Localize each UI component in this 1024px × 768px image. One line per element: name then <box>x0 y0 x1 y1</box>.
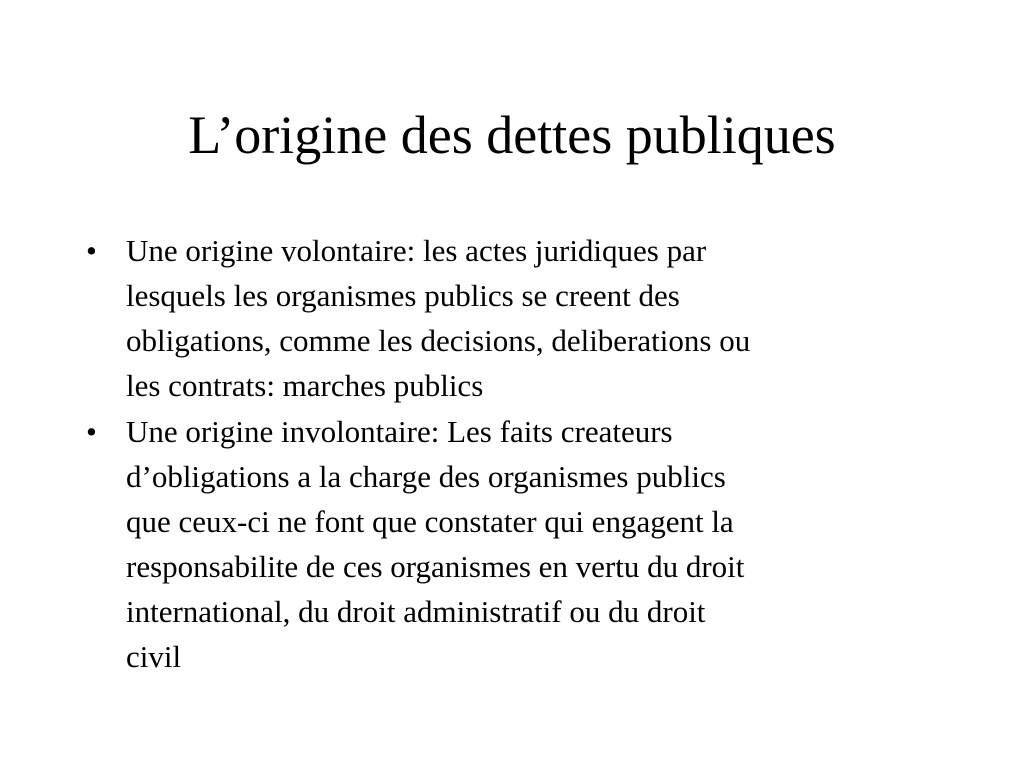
bullet-line: Une origine volontaire: les actes juridiques par <box>126 233 707 268</box>
bullet-item-involuntary-origin <box>86 409 946 679</box>
slide-title: L’origine des dettes publiques <box>188 105 836 165</box>
bullet-item-voluntary-origin <box>86 228 946 408</box>
bullet-line: les contrats: marches publics <box>126 368 484 403</box>
bullet-line: international, du droit administratif ou du droit <box>126 594 706 629</box>
bullet-line: Une origine involontaire: Les faits createurs <box>126 414 673 449</box>
bullet-line: que ceux-ci ne font que constater qui engagent la <box>126 504 734 539</box>
bullet-icon: • <box>86 414 97 449</box>
bullet-icon: • <box>86 233 97 268</box>
bullet-line: obligations, comme les decisions, deliberations ou <box>126 323 751 358</box>
bullet-line: civil <box>126 639 182 674</box>
bullet-line: responsabilite de ces organismes en vertu du droit <box>126 549 745 584</box>
bullet-line: d’obligations a la charge des organismes publics <box>126 459 726 494</box>
bullet-list <box>86 228 946 680</box>
bullet-line: lesquels les organismes publics se creent des <box>126 278 680 313</box>
